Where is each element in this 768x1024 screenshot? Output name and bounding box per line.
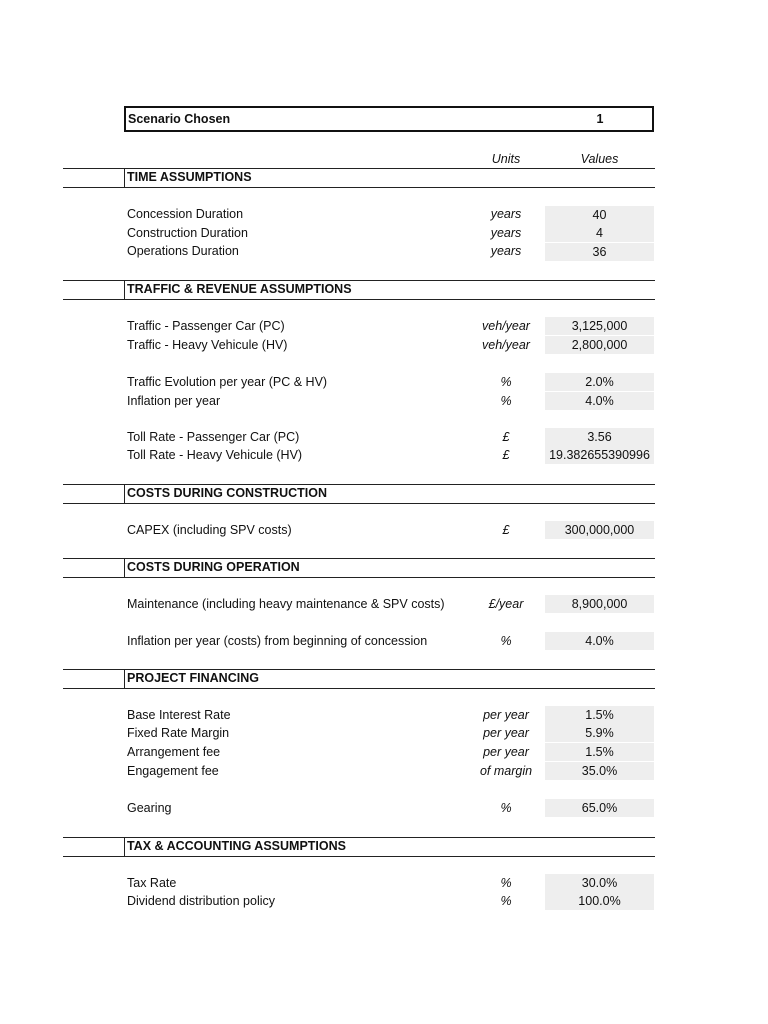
row-value-dividend-policy[interactable]: 100.0% [545, 892, 654, 910]
section-divider [63, 669, 655, 670]
row-label: Maintenance (including heavy maintenance & SPV costs) [127, 597, 445, 611]
row-value-toll-rate-hv[interactable]: 19.382655390996 [545, 446, 654, 464]
section-divider [63, 187, 655, 188]
row-label: Traffic - Passenger Car (PC) [127, 319, 285, 333]
row-unit: £ [502, 448, 510, 462]
row-unit: per year [483, 708, 529, 722]
row-label: Gearing [127, 801, 172, 815]
row-value-toll-rate-pc[interactable]: 3.56 [545, 428, 654, 446]
row-label: Base Interest Rate [127, 708, 231, 722]
section-title-tax: TAX & ACCOUNTING ASSUMPTIONS [127, 839, 346, 853]
section-title-operation: COSTS DURING OPERATION [127, 560, 300, 574]
row-value-inflation[interactable]: 4.0% [545, 392, 654, 410]
row-unit: of margin [479, 764, 533, 778]
section-divider [63, 299, 655, 300]
row-label: Fixed Rate Margin [127, 726, 230, 740]
scenario-label: Scenario Chosen [128, 112, 231, 126]
row-unit: £ [502, 430, 510, 444]
section-divider [63, 837, 655, 838]
row-value-capex[interactable]: 300,000,000 [545, 521, 654, 539]
row-value-maintenance[interactable]: 8,900,000 [545, 595, 654, 613]
row-unit: % [500, 801, 512, 815]
scenario-value[interactable]: 1 [596, 112, 604, 126]
section-marker [124, 168, 125, 187]
section-divider [63, 558, 655, 559]
row-unit: % [500, 394, 512, 408]
section-title-construction: COSTS DURING CONSTRUCTION [127, 486, 327, 500]
row-unit: per year [483, 745, 529, 759]
row-unit: £/year [488, 597, 524, 611]
row-value-traffic-evolution[interactable]: 2.0% [545, 373, 654, 391]
row-value-construction-duration[interactable]: 4 [545, 224, 654, 242]
row-label: Traffic Evolution per year (PC & HV) [127, 375, 328, 389]
row-value-base-interest-rate[interactable]: 1.5% [545, 706, 654, 724]
row-label: Toll Rate - Passenger Car (PC) [127, 430, 300, 444]
section-marker [124, 484, 125, 503]
row-unit: per year [483, 726, 529, 740]
row-value-concession-duration[interactable]: 40 [545, 206, 654, 224]
section-marker [124, 669, 125, 688]
row-value-gearing[interactable]: 65.0% [545, 799, 654, 817]
section-divider [63, 484, 655, 485]
row-unit: veh/year [482, 338, 530, 352]
section-divider [63, 577, 655, 578]
row-value-traffic-pc[interactable]: 3,125,000 [545, 317, 654, 335]
row-label: Toll Rate - Heavy Vehicule (HV) [127, 448, 303, 462]
row-unit: years [490, 207, 522, 221]
row-label: Dividend distribution policy [127, 894, 275, 908]
row-label: Concession Duration [127, 207, 244, 221]
section-marker [124, 280, 125, 299]
section-title-traffic: TRAFFIC & REVENUE ASSUMPTIONS [127, 282, 352, 296]
section-divider [63, 503, 655, 504]
section-marker [124, 558, 125, 577]
row-label: Inflation per year (costs) from beginning of concession [127, 634, 428, 648]
row-value-arrangement-fee[interactable]: 1.5% [545, 743, 654, 761]
row-unit: years [490, 226, 522, 240]
scenario-box [124, 106, 654, 132]
section-marker [124, 837, 125, 856]
row-unit: % [500, 634, 512, 648]
section-title-financing: PROJECT FINANCING [127, 671, 259, 685]
row-label: Construction Duration [127, 226, 248, 240]
row-unit: £ [502, 523, 510, 537]
row-label: Operations Duration [127, 244, 239, 258]
row-label: Inflation per year [127, 394, 221, 408]
row-unit: years [490, 244, 522, 258]
row-value-engagement-fee[interactable]: 35.0% [545, 762, 654, 780]
row-unit: % [500, 876, 512, 890]
section-divider [63, 688, 655, 689]
units-column-header: Units [491, 152, 521, 166]
row-value-fixed-rate-margin[interactable]: 5.9% [545, 724, 654, 742]
row-label: Traffic - Heavy Vehicule (HV) [127, 338, 288, 352]
section-divider [63, 280, 655, 281]
row-label: CAPEX (including SPV costs) [127, 523, 292, 537]
section-title-time: TIME ASSUMPTIONS [127, 170, 252, 184]
row-label: Arrangement fee [127, 745, 221, 759]
row-unit: % [500, 894, 512, 908]
section-divider [63, 168, 655, 169]
row-value-tax-rate[interactable]: 30.0% [545, 874, 654, 892]
row-value-traffic-hv[interactable]: 2,800,000 [545, 336, 654, 354]
row-unit: % [500, 375, 512, 389]
row-unit: veh/year [482, 319, 530, 333]
values-column-header: Values [580, 152, 619, 166]
section-divider [63, 856, 655, 857]
row-value-operations-duration[interactable]: 36 [545, 243, 654, 261]
row-value-cost-inflation[interactable]: 4.0% [545, 632, 654, 650]
row-label: Tax Rate [127, 876, 177, 890]
row-label: Engagement fee [127, 764, 219, 778]
